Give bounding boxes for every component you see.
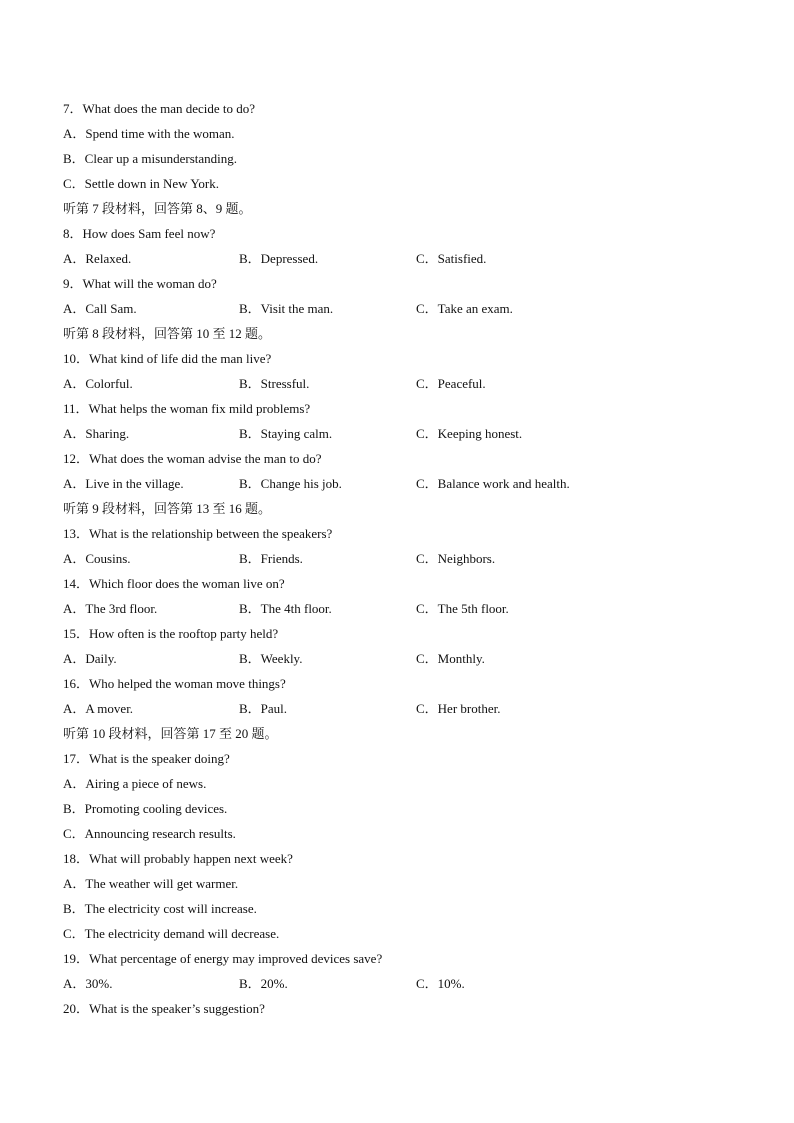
- answer-options-row: [63, 471, 743, 496]
- question-text: 7．What does the man decide to do?: [63, 101, 256, 116]
- answer-option: C．Take an exam.: [416, 301, 513, 316]
- answer-option: B．Promoting cooling devices.: [63, 801, 228, 816]
- answer-option: B．The 4th floor.: [239, 601, 332, 616]
- answer-option: B．Weekly.: [239, 651, 303, 666]
- question-text: 8．How does Sam feel now?: [63, 226, 216, 241]
- section-instruction: 听第 10 段材料，回答第 17 至 20 题。: [63, 726, 278, 741]
- answer-option: A．Relaxed.: [63, 251, 132, 266]
- answer-option: C．Announcing research results.: [63, 826, 236, 841]
- answer-option: C．Her brother.: [416, 701, 501, 716]
- answer-option: C．Monthly.: [416, 651, 485, 666]
- answer-option: A．Colorful.: [63, 376, 133, 391]
- answer-option: C．Satisfied.: [416, 251, 487, 266]
- answer-option: C．Keeping honest.: [416, 426, 523, 441]
- answer-option: B．Change his job.: [239, 476, 342, 491]
- answer-option: B．Depressed.: [239, 251, 319, 266]
- section-instruction: 听第 8 段材料，回答第 10 至 12 题。: [63, 326, 272, 341]
- question-text: 20．What is the speaker’s suggestion?: [63, 1001, 265, 1016]
- question-text: 10．What kind of life did the man live?: [63, 351, 272, 366]
- question-text: 13．What is the relationship between the speakers?: [63, 526, 333, 541]
- answer-option: B．Clear up a misunderstanding.: [63, 151, 238, 166]
- answer-option: C．Peaceful.: [416, 376, 486, 391]
- answer-options-row: [63, 646, 743, 671]
- question-text: 16．Who helped the woman move things?: [63, 676, 286, 691]
- answer-option: A．Daily.: [63, 651, 117, 666]
- answer-option: C．The electricity demand will decrease.: [63, 926, 280, 941]
- question-text: 15．How often is the rooftop party held?: [63, 626, 279, 641]
- answer-options-row: [63, 296, 743, 321]
- question-text: 19．What percentage of energy may improved devices save?: [63, 951, 383, 966]
- question-text: 11．What helps the woman fix mild problems?: [63, 401, 311, 416]
- answer-option: C．Neighbors.: [416, 551, 496, 566]
- answer-option: C．10%.: [416, 976, 465, 991]
- answer-option: A．30%.: [63, 976, 113, 991]
- answer-option: C．Settle down in New York.: [63, 176, 220, 191]
- answer-options-row: [63, 971, 743, 996]
- answer-option: A．Call Sam.: [63, 301, 137, 316]
- answer-option: B．Paul.: [239, 701, 288, 716]
- answer-option: A．A mover.: [63, 701, 134, 716]
- section-instruction: 听第 7 段材料，回答第 8、9 题。: [63, 201, 252, 216]
- answer-option: A．Spend time with the woman.: [63, 126, 235, 141]
- answer-option: A．The weather will get warmer.: [63, 876, 239, 891]
- answer-option: A．Sharing.: [63, 426, 130, 441]
- answer-options-row: [63, 421, 743, 446]
- answer-option: C．Balance work and health.: [416, 476, 570, 491]
- answer-option: C．The 5th floor.: [416, 601, 509, 616]
- question-text: 12．What does the woman advise the man to do?: [63, 451, 322, 466]
- answer-option: B．Visit the man.: [239, 301, 334, 316]
- answer-options-row: [63, 546, 743, 571]
- answer-options-row: [63, 596, 743, 621]
- answer-option: B．Friends.: [239, 551, 303, 566]
- answer-options-row: [63, 696, 743, 721]
- answer-option: B．The electricity cost will increase.: [63, 901, 257, 916]
- answer-options-row: [63, 246, 743, 271]
- question-text: 18．What will probably happen next week?: [63, 851, 293, 866]
- question-text: 17．What is the speaker doing?: [63, 751, 230, 766]
- section-instruction: 听第 9 段材料，回答第 13 至 16 题。: [63, 501, 272, 516]
- question-text: 9．What will the woman do?: [63, 276, 217, 291]
- answer-option: A．Airing a piece of news.: [63, 776, 207, 791]
- answer-option: A．Cousins.: [63, 551, 131, 566]
- question-text: 14．Which floor does the woman live on?: [63, 576, 285, 591]
- answer-option: B．Staying calm.: [239, 426, 333, 441]
- answer-option: A．Live in the village.: [63, 476, 184, 491]
- answer-options-row: [63, 371, 743, 396]
- answer-option: A．The 3rd floor.: [63, 601, 158, 616]
- answer-option: B．20%.: [239, 976, 288, 991]
- answer-option: B．Stressful.: [239, 376, 310, 391]
- exam-page: [63, 96, 743, 1021]
